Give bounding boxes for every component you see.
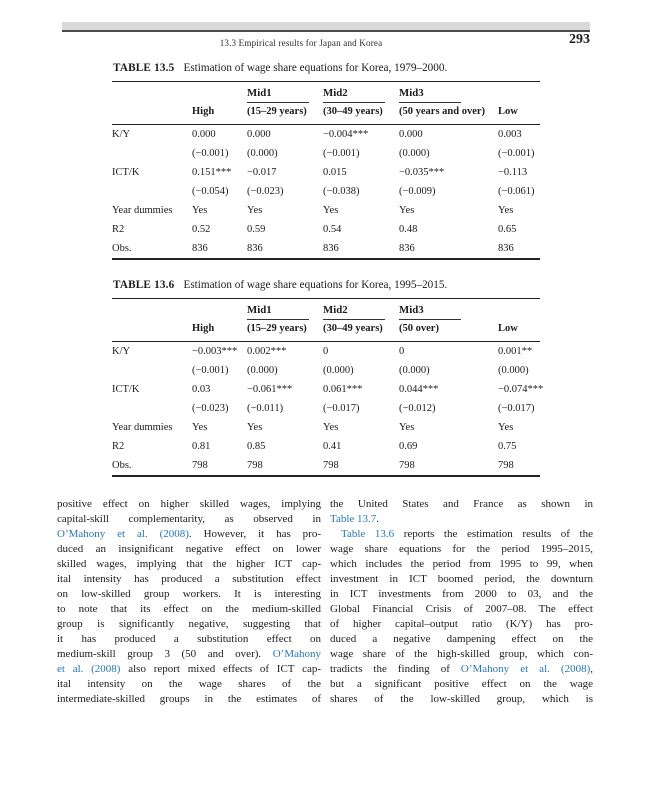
table-cell: (−0.023) xyxy=(192,403,229,414)
group-header: Mid3 xyxy=(399,304,461,320)
table-cell: −0.113 xyxy=(498,167,528,178)
table-cell: (−0.017) xyxy=(323,403,360,414)
body-column-right xyxy=(330,497,593,707)
column-header: (50 years and over) xyxy=(399,106,486,117)
text-line xyxy=(330,602,593,617)
text-line xyxy=(330,542,593,557)
table-cell: Yes xyxy=(192,422,208,433)
table-cell: 836 xyxy=(192,243,208,254)
text-line xyxy=(330,617,593,632)
column-header xyxy=(112,104,192,124)
text-line xyxy=(57,632,321,647)
table-cell: 0.044*** xyxy=(399,384,439,395)
table-cell: 836 xyxy=(323,243,339,254)
table-group-header-row xyxy=(112,299,540,321)
table-cell xyxy=(498,304,540,321)
table-cell: 0.48 xyxy=(399,224,418,235)
table-cell: −0.061*** xyxy=(247,384,293,395)
table-cell xyxy=(192,304,247,321)
citation-omahony-2008[interactable]: et al. (2008) xyxy=(57,663,121,675)
table-cell xyxy=(247,304,323,321)
text-segment: on low-skilled group workers. It is interesting xyxy=(57,588,321,600)
row-label xyxy=(112,144,192,163)
table-cell: 0.000 xyxy=(192,129,216,140)
text-line xyxy=(57,527,321,542)
text-segment: medium-skill group 3 (50 and over). xyxy=(57,648,273,660)
table-cell: −0.035*** xyxy=(399,167,445,178)
table-cell: 0.75 xyxy=(498,441,517,452)
table-cell: (0.000) xyxy=(498,365,529,376)
table-header xyxy=(112,299,540,342)
page-number: 293 xyxy=(569,32,590,47)
row-label: Year dummies xyxy=(112,205,173,216)
table-cell xyxy=(323,304,399,321)
citation-omahony-2008[interactable]: O’Mahony xyxy=(272,648,321,660)
table-cell: (−0.001) xyxy=(192,365,229,376)
text-segment: which includes the period from 1995 to 99, when xyxy=(330,558,593,570)
text-segment: duced a negative dampening effect on the xyxy=(330,633,593,645)
table-cell: 0.001** xyxy=(498,346,533,357)
text-segment: skilled wages, implying that the higher ICT cap- xyxy=(57,558,321,570)
column-header xyxy=(112,321,192,341)
row-label: K/Y xyxy=(112,346,131,357)
table-cell: (−0.001) xyxy=(192,148,229,159)
text-line xyxy=(57,512,321,527)
table-column-header-row xyxy=(112,321,540,341)
group-header: Mid1 xyxy=(247,304,309,320)
row-label xyxy=(112,361,192,380)
text-segment: ital intensity on the wage shares of the xyxy=(57,678,321,690)
table-cell: (−0.038) xyxy=(323,186,360,197)
text-line xyxy=(57,542,321,557)
table-cell: (−0.001) xyxy=(323,148,360,159)
table-cell: Yes xyxy=(399,205,415,216)
group-header: Mid1 xyxy=(247,87,309,103)
column-header: (30–49 years) xyxy=(323,106,383,117)
table-cell: 0 xyxy=(399,346,405,357)
row-label: Year dummies xyxy=(112,422,173,433)
text-line xyxy=(57,497,321,512)
table-row xyxy=(112,456,540,475)
table-cell: 0.03 xyxy=(192,384,211,395)
text-segment: wage share equations for the period 1995–2015, xyxy=(330,543,593,555)
table-cell: 0.54 xyxy=(323,224,342,235)
table-cell: Yes xyxy=(247,422,263,433)
table-row xyxy=(112,399,540,418)
table-row xyxy=(112,201,540,220)
group-header: Mid2 xyxy=(323,87,385,103)
column-header: (15–29 years) xyxy=(247,106,307,117)
table-cell: 0.69 xyxy=(399,441,418,452)
table-label: TABLE 13.5 xyxy=(113,62,175,74)
table-row xyxy=(112,163,540,182)
table-cell: −0.017 xyxy=(247,167,277,178)
table-group-header-row xyxy=(112,82,540,104)
text-segment: the United States and France as shown in xyxy=(330,498,593,510)
table-cell: 0.015 xyxy=(323,167,347,178)
text-segment: Global Financial Crisis of 2007–08. The effect xyxy=(330,603,593,615)
body-column-left xyxy=(57,497,321,707)
table-cell: (0.000) xyxy=(247,365,278,376)
table-cell: Yes xyxy=(247,205,263,216)
table-row xyxy=(112,418,540,437)
row-label: ICT/K xyxy=(112,384,140,395)
page-header-bar xyxy=(62,22,590,32)
table-cell: 0.003 xyxy=(498,129,522,140)
table-cell xyxy=(192,87,247,104)
table-cell: Yes xyxy=(323,422,339,433)
column-header: Low xyxy=(498,323,518,334)
table-13-7-ref[interactable]: Table 13.7 xyxy=(330,513,377,525)
table-cell xyxy=(399,304,498,321)
table-row xyxy=(112,239,540,258)
text-line xyxy=(330,677,593,692)
text-line xyxy=(330,557,593,572)
text-segment: . However, it has pro- xyxy=(188,528,321,540)
column-header: (30–49 years) xyxy=(323,323,383,334)
text-segment: also report mixed effects of ICT cap- xyxy=(120,663,322,675)
table-cell: 0.002*** xyxy=(247,346,287,357)
table-row xyxy=(112,182,540,201)
text-line xyxy=(330,527,593,542)
column-header: (50 over) xyxy=(399,323,439,334)
text-line xyxy=(57,662,321,677)
table-body xyxy=(112,125,540,258)
row-label: K/Y xyxy=(112,129,131,140)
table-cell xyxy=(399,87,498,104)
table-cell: (−0.011) xyxy=(247,403,284,414)
table-cell: 0.000 xyxy=(399,129,423,140)
table-cell: 0.41 xyxy=(323,441,342,452)
text-line xyxy=(57,692,321,707)
text-segment: , xyxy=(590,663,593,675)
table-cell: 798 xyxy=(399,460,415,471)
table-caption-text: Estimation of wage share equations for Korea, 1979–2000. xyxy=(183,62,448,74)
table-cell: (−0.061) xyxy=(498,186,535,197)
table-cell: 836 xyxy=(498,243,514,254)
table-cell: 0 xyxy=(323,346,329,357)
text-segment: ital intensity has produced a substitution effect xyxy=(57,573,321,585)
table-cell: 836 xyxy=(399,243,415,254)
table-cell: 798 xyxy=(192,460,208,471)
group-header: Mid2 xyxy=(323,304,385,320)
table-cell xyxy=(112,304,192,321)
text-segment: positive effect on higher skilled wages, implying xyxy=(57,498,321,510)
table-cell: 0.59 xyxy=(247,224,266,235)
text-line xyxy=(330,647,593,662)
text-line xyxy=(330,692,593,707)
table-row xyxy=(112,361,540,380)
text-segment: capital-skill complementarity, as observed in xyxy=(57,513,321,525)
text-line xyxy=(330,587,593,602)
table-cell: 0.52 xyxy=(192,224,211,235)
text-line xyxy=(57,677,321,692)
table-cell: (−0.001) xyxy=(498,148,535,159)
row-label xyxy=(112,182,192,201)
table-13-6 xyxy=(112,298,544,477)
table-13-6-ref[interactable]: Table 13.6 xyxy=(341,528,395,540)
text-segment: to note that its effect on the medium-skilled xyxy=(57,603,321,615)
table-cell xyxy=(498,87,540,104)
text-segment: group is significantly negative, suggesting that xyxy=(57,618,321,630)
column-header: Low xyxy=(498,106,518,117)
text-segment: wage share of the high-skilled group, which con- xyxy=(330,648,593,660)
text-line xyxy=(330,512,593,527)
running-header: 13.3 Empirical results for Japan and Korea xyxy=(219,38,383,48)
row-label: Obs. xyxy=(112,243,132,254)
table-cell: 798 xyxy=(498,460,514,471)
text-segment: in ICT investments from 2000 to 03, and the xyxy=(330,588,593,600)
table-cell: −0.003*** xyxy=(192,346,238,357)
text-line xyxy=(330,662,593,677)
text-line xyxy=(330,497,593,512)
text-line xyxy=(330,572,593,587)
row-label: R2 xyxy=(112,441,125,452)
row-label: R2 xyxy=(112,224,125,235)
table-label: TABLE 13.6 xyxy=(113,279,175,291)
table-cell: 0.65 xyxy=(498,224,517,235)
text-line xyxy=(57,587,321,602)
table-cell: 0.85 xyxy=(247,441,266,452)
table-row xyxy=(112,437,540,456)
table-cell: 798 xyxy=(247,460,263,471)
table-header xyxy=(112,82,540,125)
table-cell: Yes xyxy=(498,205,514,216)
group-header: Mid3 xyxy=(399,87,461,103)
table-cell: (−0.023) xyxy=(247,186,284,197)
row-label xyxy=(112,399,192,418)
table-cell: (0.000) xyxy=(399,148,430,159)
table-row xyxy=(112,342,540,361)
table-13-5 xyxy=(112,81,540,260)
table-cell xyxy=(112,87,192,104)
text-segment: tradicts the finding of xyxy=(330,663,461,675)
table-cell: (0.000) xyxy=(323,365,354,376)
text-line xyxy=(57,557,321,572)
table-cell: (−0.009) xyxy=(399,186,436,197)
table-cell: Yes xyxy=(498,422,514,433)
citation-omahony-2008[interactable]: O’Mahony et al. (2008) xyxy=(460,663,591,675)
text-line xyxy=(57,617,321,632)
table-caption-text: Estimation of wage share equations for Korea, 1995–2015. xyxy=(183,279,448,291)
text-line xyxy=(330,632,593,647)
text-segment: shares of the low-skilled group, which is xyxy=(330,693,593,705)
citation-omahony-2008[interactable]: O’Mahony et al. (2008) xyxy=(57,528,189,540)
table-cell: (0.000) xyxy=(247,148,278,159)
text-segment: . xyxy=(376,513,380,525)
table-cell: −0.004*** xyxy=(323,129,369,140)
column-header: High xyxy=(192,106,215,117)
text-segment: reports the estimation results of the xyxy=(394,528,593,540)
column-header: (15–29 years) xyxy=(247,323,307,334)
table-cell: (0.000) xyxy=(399,365,430,376)
text-line xyxy=(57,647,321,662)
text-line xyxy=(57,572,321,587)
table-cell: 0.000 xyxy=(247,129,271,140)
table-cell: Yes xyxy=(192,205,208,216)
text-segment: intermediate-skilled groups in the estimates of xyxy=(57,693,321,705)
column-header: High xyxy=(192,323,215,334)
table-cell xyxy=(323,87,399,104)
text-segment: of higher capital–output ratio (K/Y) has pro- xyxy=(330,618,593,630)
table-cell: 836 xyxy=(247,243,263,254)
table-row xyxy=(112,380,544,399)
table-cell: 0.81 xyxy=(192,441,211,452)
text-segment: but a significant positive effect on the wage xyxy=(330,678,593,690)
table-cell: (−0.054) xyxy=(192,186,229,197)
table-column-header-row xyxy=(112,104,540,124)
table-cell: Yes xyxy=(399,422,415,433)
table-cell: 0.151*** xyxy=(192,167,232,178)
table-cell: (−0.017) xyxy=(498,403,535,414)
table-cell: 798 xyxy=(323,460,339,471)
table-cell: 0.061*** xyxy=(323,384,363,395)
table-13-5-caption xyxy=(113,62,447,74)
table-cell: Yes xyxy=(323,205,339,216)
text-segment: investment in ICT boomed period, the downturn xyxy=(330,573,593,585)
table-body xyxy=(112,342,544,475)
table-row xyxy=(112,220,540,239)
text-line xyxy=(57,602,321,617)
table-cell xyxy=(247,87,323,104)
text-segment: duced an insignificant negative effect on lower xyxy=(57,543,321,555)
table-cell: (−0.012) xyxy=(399,403,436,414)
row-label: Obs. xyxy=(112,460,132,471)
table-13-6-caption xyxy=(113,279,447,291)
text-segment: it has produced a substitution effect on xyxy=(57,633,321,645)
table-row xyxy=(112,144,540,163)
table-row xyxy=(112,125,540,144)
row-label: ICT/K xyxy=(112,167,140,178)
table-cell: −0.074*** xyxy=(498,384,544,395)
